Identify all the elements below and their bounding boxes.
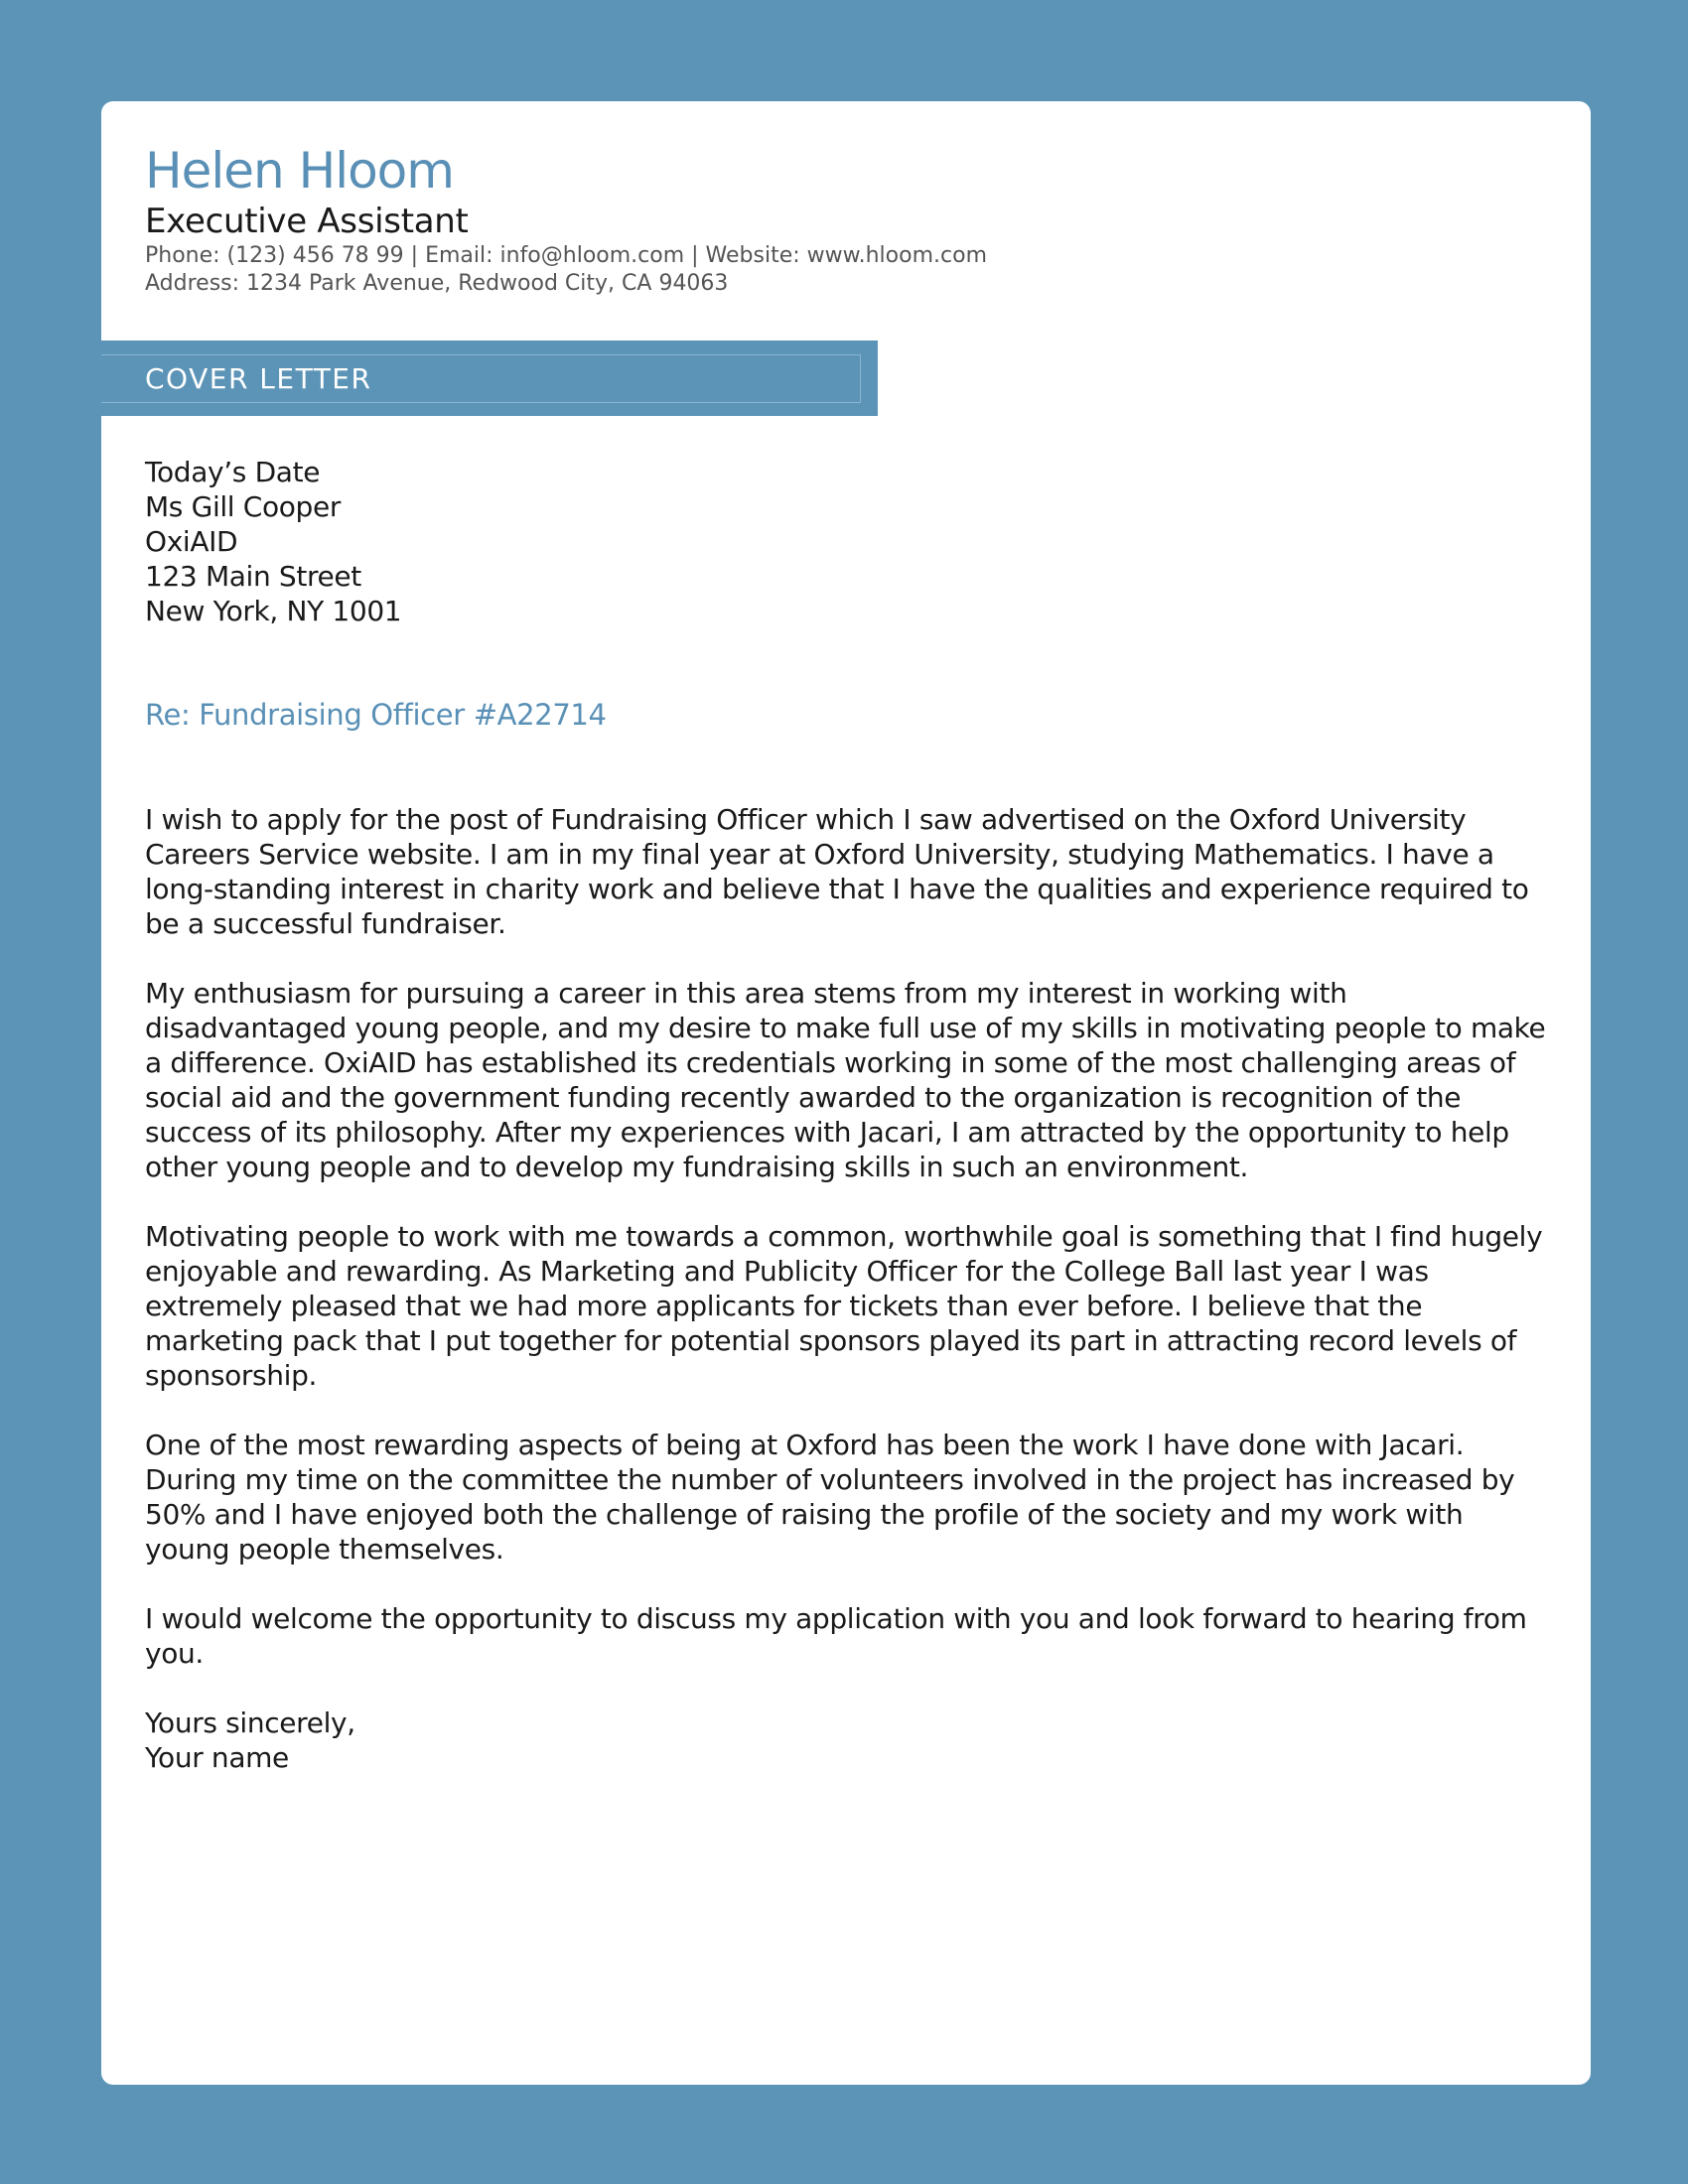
applicant-name: Helen Hloom xyxy=(145,142,454,200)
contact-line: Phone: (123) 456 78 99 | Email: info@hloom.com | Website: www.hloom.com xyxy=(145,243,987,268)
recipient-block xyxy=(145,455,1555,628)
paragraph: My enthusiasm for pursuing a career in this area stems from my interest in working with disadvantaged young people, and my desire to make full use of my skills in motivating people to make a difference. OxiAID has established its credentials working in some of the most challenging areas of social aid and the government funding recently awarded to the organization is recognition of the success of its philosophy. After my experiences with Jacari, I am attracted by the opportunity to help other young people and to develop my fundraising skills in such an environment. xyxy=(145,977,1546,1183)
recipient-name: Ms Gill Cooper xyxy=(145,490,342,523)
signature-name: Your name xyxy=(145,1741,289,1774)
address-line: Address: 1234 Park Avenue, Redwood City, CA 94063 xyxy=(145,271,729,296)
letter-date: Today’s Date xyxy=(145,456,321,488)
recipient-city: New York, NY 1001 xyxy=(145,595,402,627)
closing-block xyxy=(145,1706,1555,1775)
subject-line: Re: Fundraising Officer #A22714 xyxy=(145,698,607,732)
cover-letter-page xyxy=(101,101,1591,2085)
letter-header xyxy=(145,141,1535,298)
letter-body xyxy=(145,455,1555,1775)
recipient-street: 123 Main Street xyxy=(145,560,361,593)
recipient-company: OxiAID xyxy=(145,525,238,558)
closing-salutation: Yours sincerely, xyxy=(145,1706,355,1739)
letter-paragraphs xyxy=(145,802,1555,1671)
section-banner xyxy=(101,341,878,416)
banner-frame xyxy=(101,354,861,403)
banner-label: COVER LETTER xyxy=(145,362,372,395)
paragraph: Motivating people to work with me towards a common, worthwhile goal is something that I find hugely enjoyable and rewarding. As Marketing and Publicity Officer for the College Ball last year I was extremely pleased that we had more applicants for tickets than ever before. I believe that the marketing pack that I put together for potential sponsors played its part in attracting record levels of sponsorship. xyxy=(145,1220,1543,1392)
paragraph: I wish to apply for the post of Fundraising Officer which I saw advertised on the Oxford University Careers Service website. I am in my final year at Oxford University, studying Mathematics. I have a long-standing interest in charity work and believe that I have the qualities and experience required to be a successful fundraiser. xyxy=(145,803,1529,940)
paragraph: I would welcome the opportunity to discuss my application with you and look forward to hearing from you. xyxy=(145,1602,1527,1670)
paragraph: One of the most rewarding aspects of being at Oxford has been the work I have done with Jacari. During my time on the committee the number of volunteers involved in the project has increased by 50% and I have enjoyed both the challenge of raising the profile of the society and my work with young people themselves. xyxy=(145,1429,1515,1566)
applicant-role: Executive Assistant xyxy=(145,202,469,241)
